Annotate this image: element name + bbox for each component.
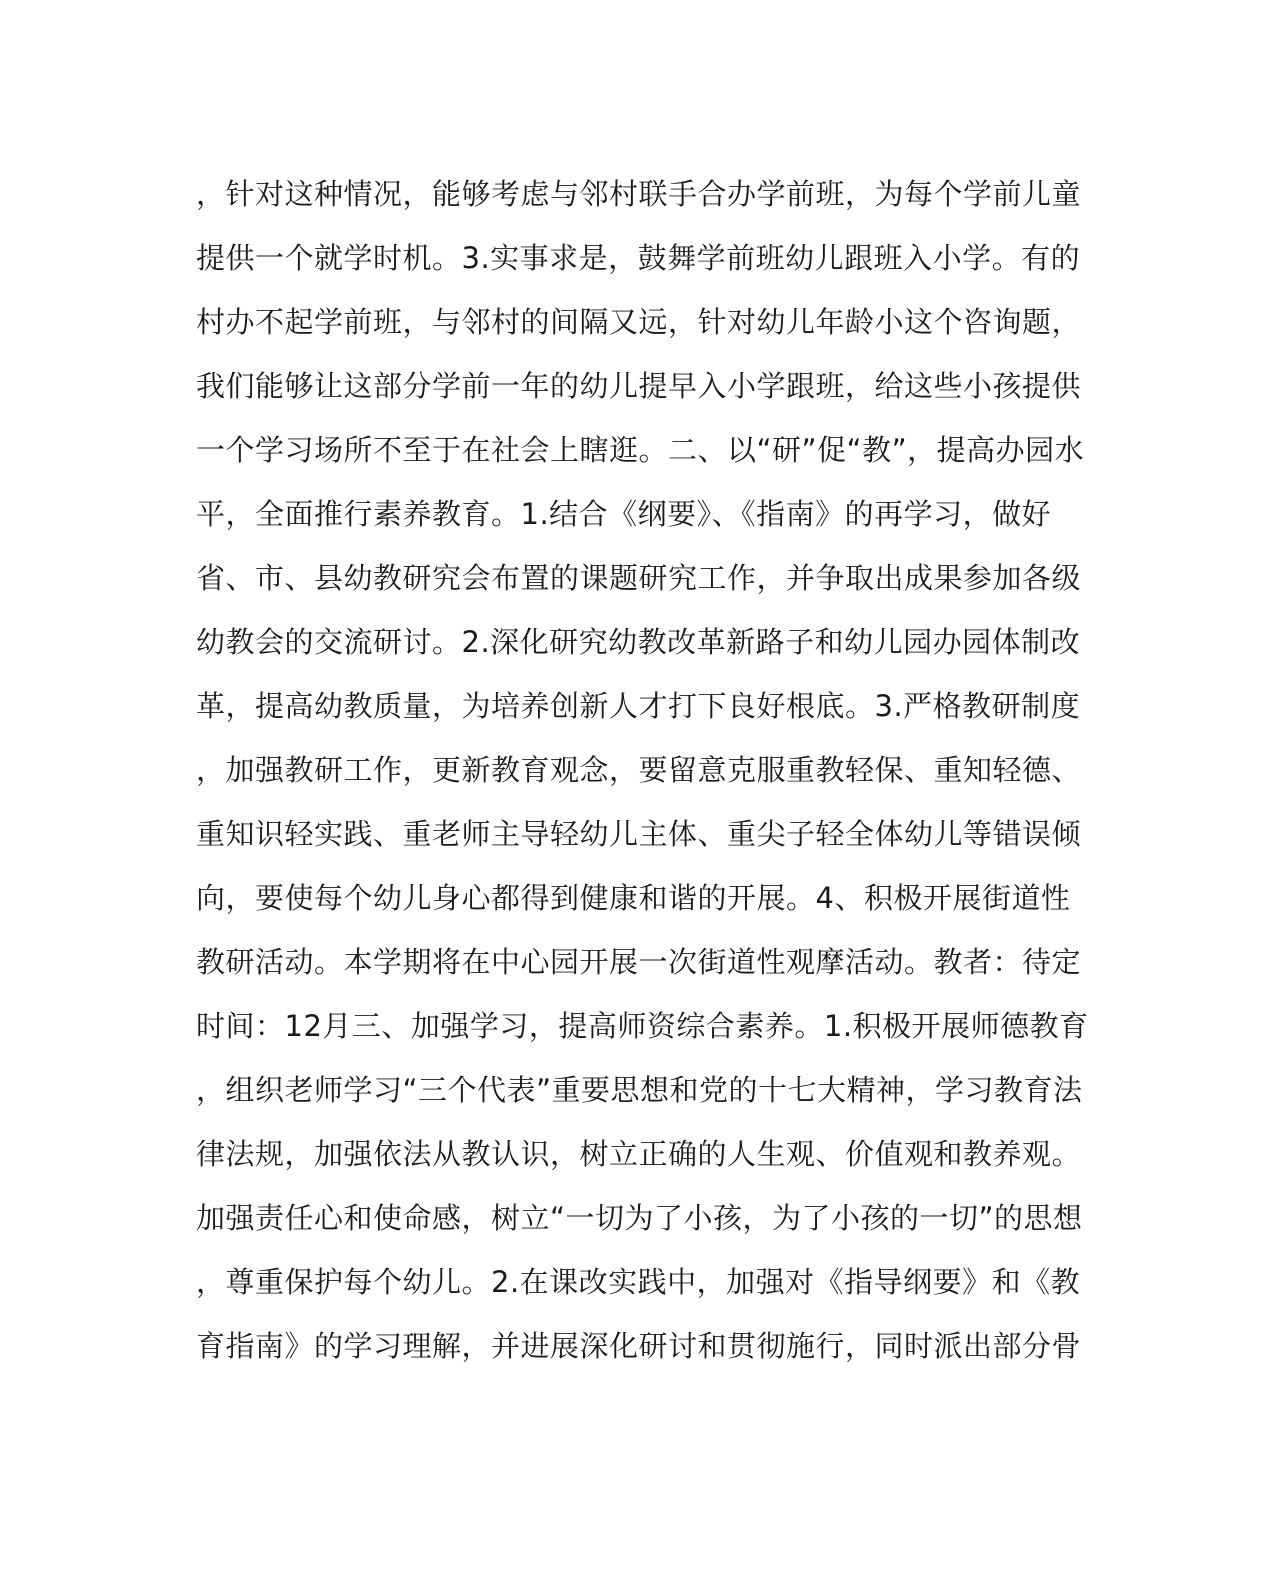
text-line: 重知识轻实践、重老师主导轻幼儿主体、重尖子轻全体幼儿等错误倾 [196,817,1082,851]
text-line: ，针对这种情况，能够考虑与邻村联手合办学前班，为每个学前儿童 [196,177,1082,211]
text-line: 我们能够让这部分学前一年的幼儿提早入小学跟班，给这些小孩提供 [196,369,1082,403]
text-line: 加强责任心和使命感，树立“一切为了小孩，为了小孩的一切”的思想 [196,1201,1083,1235]
text-line: 时间：12月三、加强学习，提高师资综合素养。1.积极开展师德教育 [196,1009,1089,1043]
text-line: 一个学习场所不至于在社会上瞎逛。二、以“研”促“教”，提高办园水 [196,433,1085,467]
text-line: ，组织老师学习“三个代表”重要思想和党的十七大精神，学习教育法 [196,1073,1083,1107]
text-line: 律法规，加强依法从教认识，树立正确的人生观、价值观和教养观。 [196,1137,1082,1171]
text-line: 育指南》的学习理解，并进展深化研讨和贯彻施行，同时派出部分骨 [196,1329,1082,1363]
text-line: ，尊重保护每个幼儿。2.在课改实践中，加强对《指导纲要》和《教 [196,1265,1081,1299]
text-line: 革，提高幼教质量，为培养创新人才打下良好根底。3.严格教研制度 [196,689,1081,723]
text-line: 平，全面推行素养教育。1.结合《纲要》、《指南》的再学习，做好 [196,497,1052,531]
text-line: 向，要使每个幼儿身心都得到健康和谐的开展。4、积极开展街道性 [196,881,1071,915]
text-line: 省、市、县幼教研究会布置的课题研究工作，并争取出成果参加各级 [196,561,1082,595]
text-line: 幼教会的交流研讨。2.深化研究幼教改革新路子和幼儿园办园体制改 [196,625,1081,659]
text-line: 提供一个就学时机。3.实事求是，鼓舞学前班幼儿跟班入小学。有的 [196,241,1081,275]
text-line: 教研活动。本学期将在中心园开展一次街道性观摩活动。教者：待定 [196,945,1082,979]
text-line: ，加强教研工作，更新教育观念，要留意克服重教轻保、重知轻德、 [196,753,1082,787]
text-line: 村办不起学前班，与邻村的间隔又远，针对幼儿年龄小这个咨询题， [196,305,1082,339]
body-text [196,162,1089,1378]
